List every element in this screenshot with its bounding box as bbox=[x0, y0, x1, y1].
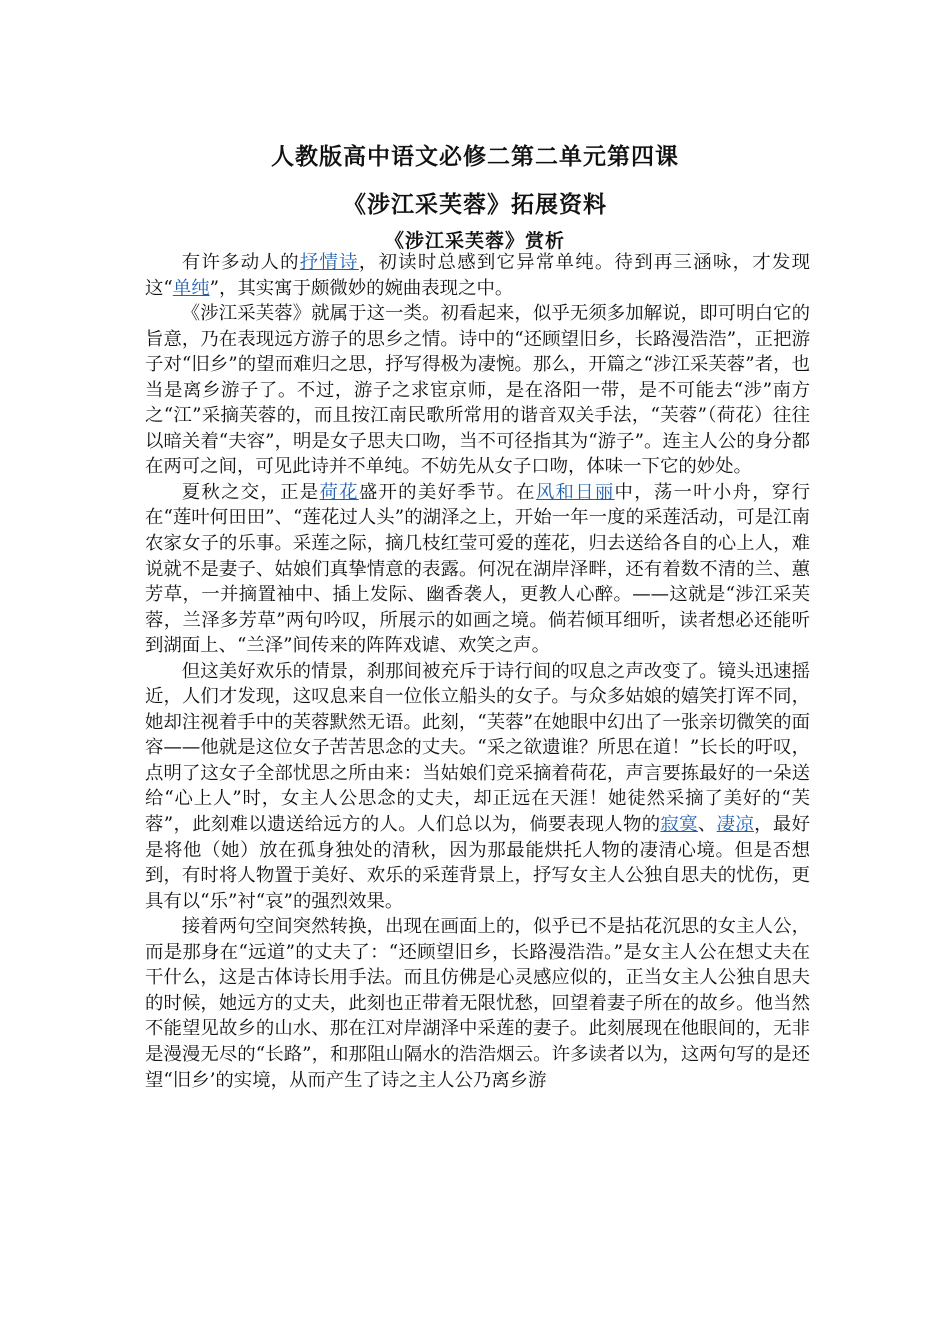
article-body bbox=[145, 250, 810, 1093]
paragraph-5: 接着两句空间突然转换，出现在画面上的，似乎已不是拈花沉思的女主人公，而是那身在“远道”的丈夫了：“还顾望旧乡，长路漫浩浩。”是女主人公在想丈夫在干什么，这是古体诗长用手法。而且仿佛是心灵感应似的，正当女主人公独自思夫的时候，她远方的丈夫，此刻也正带着无限忧愁，回望着妻子所在的故乡。他当然不能望见故乡的山水、那在江对岸湖泽中采莲的妻子。此刻展现在他眼间的，无非是漫漫无尽的“长路”，和那阻山隔水的浩浩烟云。许多读者以为，这两句写的是还望“旧乡’的实境，从而产生了诗之主人公乃离乡游 bbox=[145, 916, 810, 1091]
paragraph-1-text-c: ”，其实寓于颇微妙的婉曲表现之中。 bbox=[209, 277, 514, 299]
paragraph-4-separator: 、 bbox=[697, 814, 717, 836]
paragraph-3-text-b: 盛开的美好季节。在 bbox=[358, 481, 536, 503]
paragraph-1-text-b: ，初读时总感到它异常单纯。待到再三涵咏，才发现这“ bbox=[145, 252, 810, 299]
paragraph-3 bbox=[145, 480, 810, 659]
paragraph-4-text-a: 但这美好欢乐的情景，刹那间被充斥于诗行间的叹息之声改变了。镜头迅速摇近，人们才发现，这叹息来自一位伥立船头的女子。与众多姑娘的嬉笑打诨不同，她却注视着手中的芙蓉默然无语。此刻，“芙蓉”在她眼中幻出了一张亲切微笑的面容——他就是这位女子苦苦思念的丈夫。“采之欲遗谁？所思在道！”长长的吁叹，点明了这女子全部忧思之所由来：当姑娘们竞采摘着荷花，声言要拣最好的一朵送给“心上人”时，女主人公思念的丈夫，却正远在天涯！她徒然采摘了美好的“芙蓉”，此刻难以遗送给远方的人。人们总以为，倘要表现人物的 bbox=[145, 660, 810, 836]
paragraph-2: 《涉江采芙蓉》就属于这一类。初看起来，似乎无须多加解说，即可明白它的旨意，乃在表现远方游子的思乡之情。诗中的“还顾望旧乡，长路漫浩浩”，正把游子对“旧乡”的望而难归之思，抒写得极为凄惋。那么，开篇之“涉江采芙蓉”者，也当是离乡游子了。不过，游子之求宦京师，是在洛阳一带，是不可能去“涉”南方之“江”采摘芙蓉的，而且按江南民歌所常用的谐音双关手法，“芙蓉”（荷花）往往以暗关着“夫容”，明是女子思夫口吻，当不可径指其为“游子”。连主人公的身分都在两可之间，可见此诗并不单纯。不妨先从女子口吻，体味一下它的妙处。 bbox=[145, 303, 810, 478]
link-lonely[interactable]: 寂寞 bbox=[660, 814, 698, 836]
link-fine-weather[interactable]: 风和日丽 bbox=[535, 481, 615, 503]
link-lyric-poem[interactable]: 抒情诗 bbox=[299, 252, 359, 273]
paragraph-1-text-a: 有许多动人的 bbox=[181, 252, 300, 273]
paragraph-4 bbox=[145, 659, 810, 914]
paragraph-3-text-a: 夏秋之交，正是 bbox=[181, 481, 320, 503]
document-title: 人教版高中语文必修二第二单元第四课 bbox=[271, 143, 679, 170]
section-heading: 《涉江采芙蓉》赏析 bbox=[384, 230, 565, 252]
paragraph-1 bbox=[145, 250, 810, 301]
paragraph-4-text-b: ，最好是将他（她）放在孤身独处的清秋，因为那最能烘托人物的凄清心境。但是否想到，有时将人物置于美好、欢乐的采莲背景上，抒写女主人公独自思夫的忧伤，更具有以“乐”衬“哀”的强烈效果。 bbox=[145, 814, 810, 912]
link-desolate[interactable]: 凄凉 bbox=[716, 814, 755, 836]
link-simple[interactable]: 单纯 bbox=[172, 277, 210, 299]
paragraph-3-text-c: 中，荡一叶小舟，穿行在“莲叶何田田”、“莲花过人头”的湖泽之上，开始一年一度的采莲活动，可是江南农家女子的乐事。采莲之际，摘几枝红莹可爱的莲花，归去送给各自的心上人，难说就不是妻子、姑娘们真挚情意的表露。何况在湖岸泽畔，还有着数不清的兰、蕙芳草，一并摘置袖中、插上发际、幽香袭人，更教人心醉。——这就是“涉江采芙蓉，兰泽多芳草”两句吟叹，所展示的如画之境。倘若倾耳细听，读者想必还能听到湖面上、“兰泽”间传来的阵阵戏谑、欢笑之声。 bbox=[145, 481, 810, 657]
link-lotus[interactable]: 荷花 bbox=[319, 481, 359, 503]
document-subtitle: 《涉江采芙蓉》拓展资料 bbox=[343, 191, 607, 218]
